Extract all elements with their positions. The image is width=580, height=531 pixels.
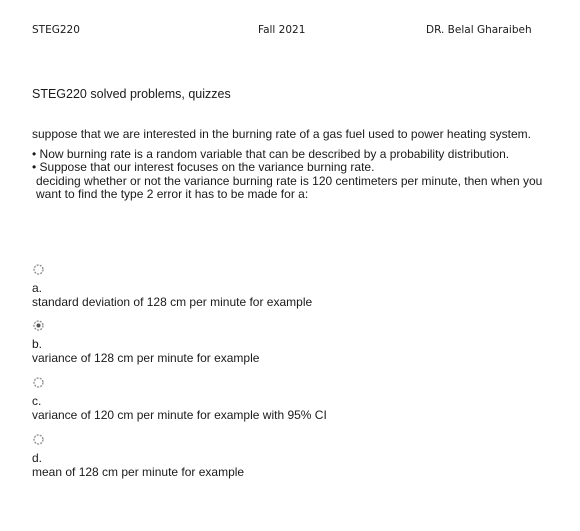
option-letter: a. xyxy=(32,281,43,295)
page-title: STEG220 solved problems, quizzes xyxy=(32,87,231,101)
option-letter: b. xyxy=(32,337,43,351)
option-b[interactable] xyxy=(32,320,552,365)
header-course: STEG220 xyxy=(32,24,80,36)
page-header xyxy=(0,24,580,40)
header-term: Fall 2021 xyxy=(258,24,306,36)
option-a[interactable] xyxy=(32,264,552,309)
option-label: variance of 120 cm per minute for example with 95% CI xyxy=(32,408,327,422)
radio-icon[interactable] xyxy=(33,377,44,388)
question-text xyxy=(32,128,552,202)
radio-icon[interactable] xyxy=(33,264,44,275)
question-intro: suppose that we are interested in the burning rate of a gas fuel used to power heating system. xyxy=(32,127,531,141)
radio-icon[interactable] xyxy=(33,434,44,445)
option-letter: c. xyxy=(32,394,42,408)
option-c[interactable] xyxy=(32,377,552,422)
header-instructor: DR. Belal Gharaibeh xyxy=(426,24,532,36)
option-d[interactable] xyxy=(32,434,552,479)
question-bullet-2: • Suppose that our interest focuses on the variance burning rate. xyxy=(32,160,375,174)
option-label: variance of 128 cm per minute for example xyxy=(32,351,260,365)
option-label: mean of 128 cm per minute for example xyxy=(32,465,245,479)
question-bullet-1: • Now burning rate is a random variable that can be described by a probability distribution. xyxy=(32,146,510,161)
radio-selected-icon[interactable] xyxy=(33,320,44,331)
question-body: deciding whether or not the variance burning rate is 120 centimeters per minute, then when you want to find the type 2 error it has to be made for a: xyxy=(36,173,543,201)
option-letter: d. xyxy=(32,451,43,465)
option-label: standard deviation of 128 cm per minute for example xyxy=(32,295,313,309)
